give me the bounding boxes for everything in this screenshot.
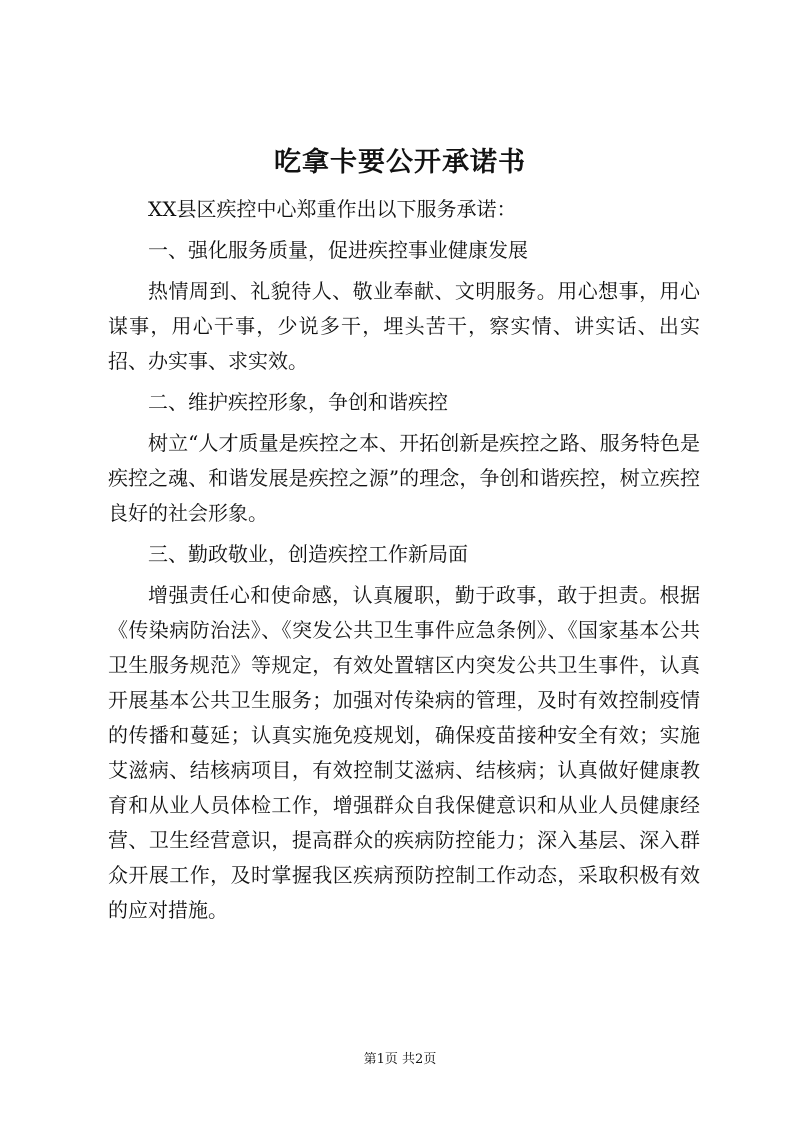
section-heading-3: 三、勤政敬业，创造疾控工作新局面 — [148, 542, 468, 566]
section-body-1: 热情周到、礼貌待人、敬业奉献、文明服务。用心想事，用心谋事，用心干事，少说多干，埋头苦干，察实情、讲实话、出实招、办实事、求实效。 — [108, 279, 700, 373]
section-heading-2: 二、维护疾控形象，争创和谐疾控 — [148, 390, 448, 414]
document-body — [108, 192, 700, 934]
intro-paragraph: XX县区疾控中心郑重作出以下服务承诺： — [148, 197, 517, 221]
page-footer: 第1页 共2页 — [363, 1052, 437, 1067]
section-body-2: 树立“人才质量是疾控之本、开拓创新是疾控之路、服务特色是疾控之魂、和谐发展是疾控之源”的理念，争创和谐疾控，树立疾控良好的社会形象。 — [108, 431, 700, 525]
document-title: 吃拿卡要公开承诺书 — [274, 147, 526, 178]
section-heading-1: 一、强化服务质量，促进疾控事业健康发展 — [148, 238, 528, 262]
section-body-3: 增强责任心和使命感，认真履职，勤于政事，敢于担责。根据《传染病防治法》、《突发公共卫生事件应急条例》、《国家基本公共卫生服务规范》等规定，有效处置辖区内突发公共卫生事件，认真开展基本公共卫生服务；加强对传染病的管理，及时有效控制疫情的传播和蔓延；认真实施免疫规划，确保疫苗接种安全有效；实施艾滋病、结核病项目，有效控制艾滋病、结核病；认真做好健康教育和从业人员体检工作，增强群众自我保健意识和从业人员健康经营、卫生经营意识，提高群众的疾病防控能力；深入基层、深入群众开展工作，及时掌握我区疾病预防控制工作动态，采取积极有效的应对措施。 — [108, 583, 700, 922]
